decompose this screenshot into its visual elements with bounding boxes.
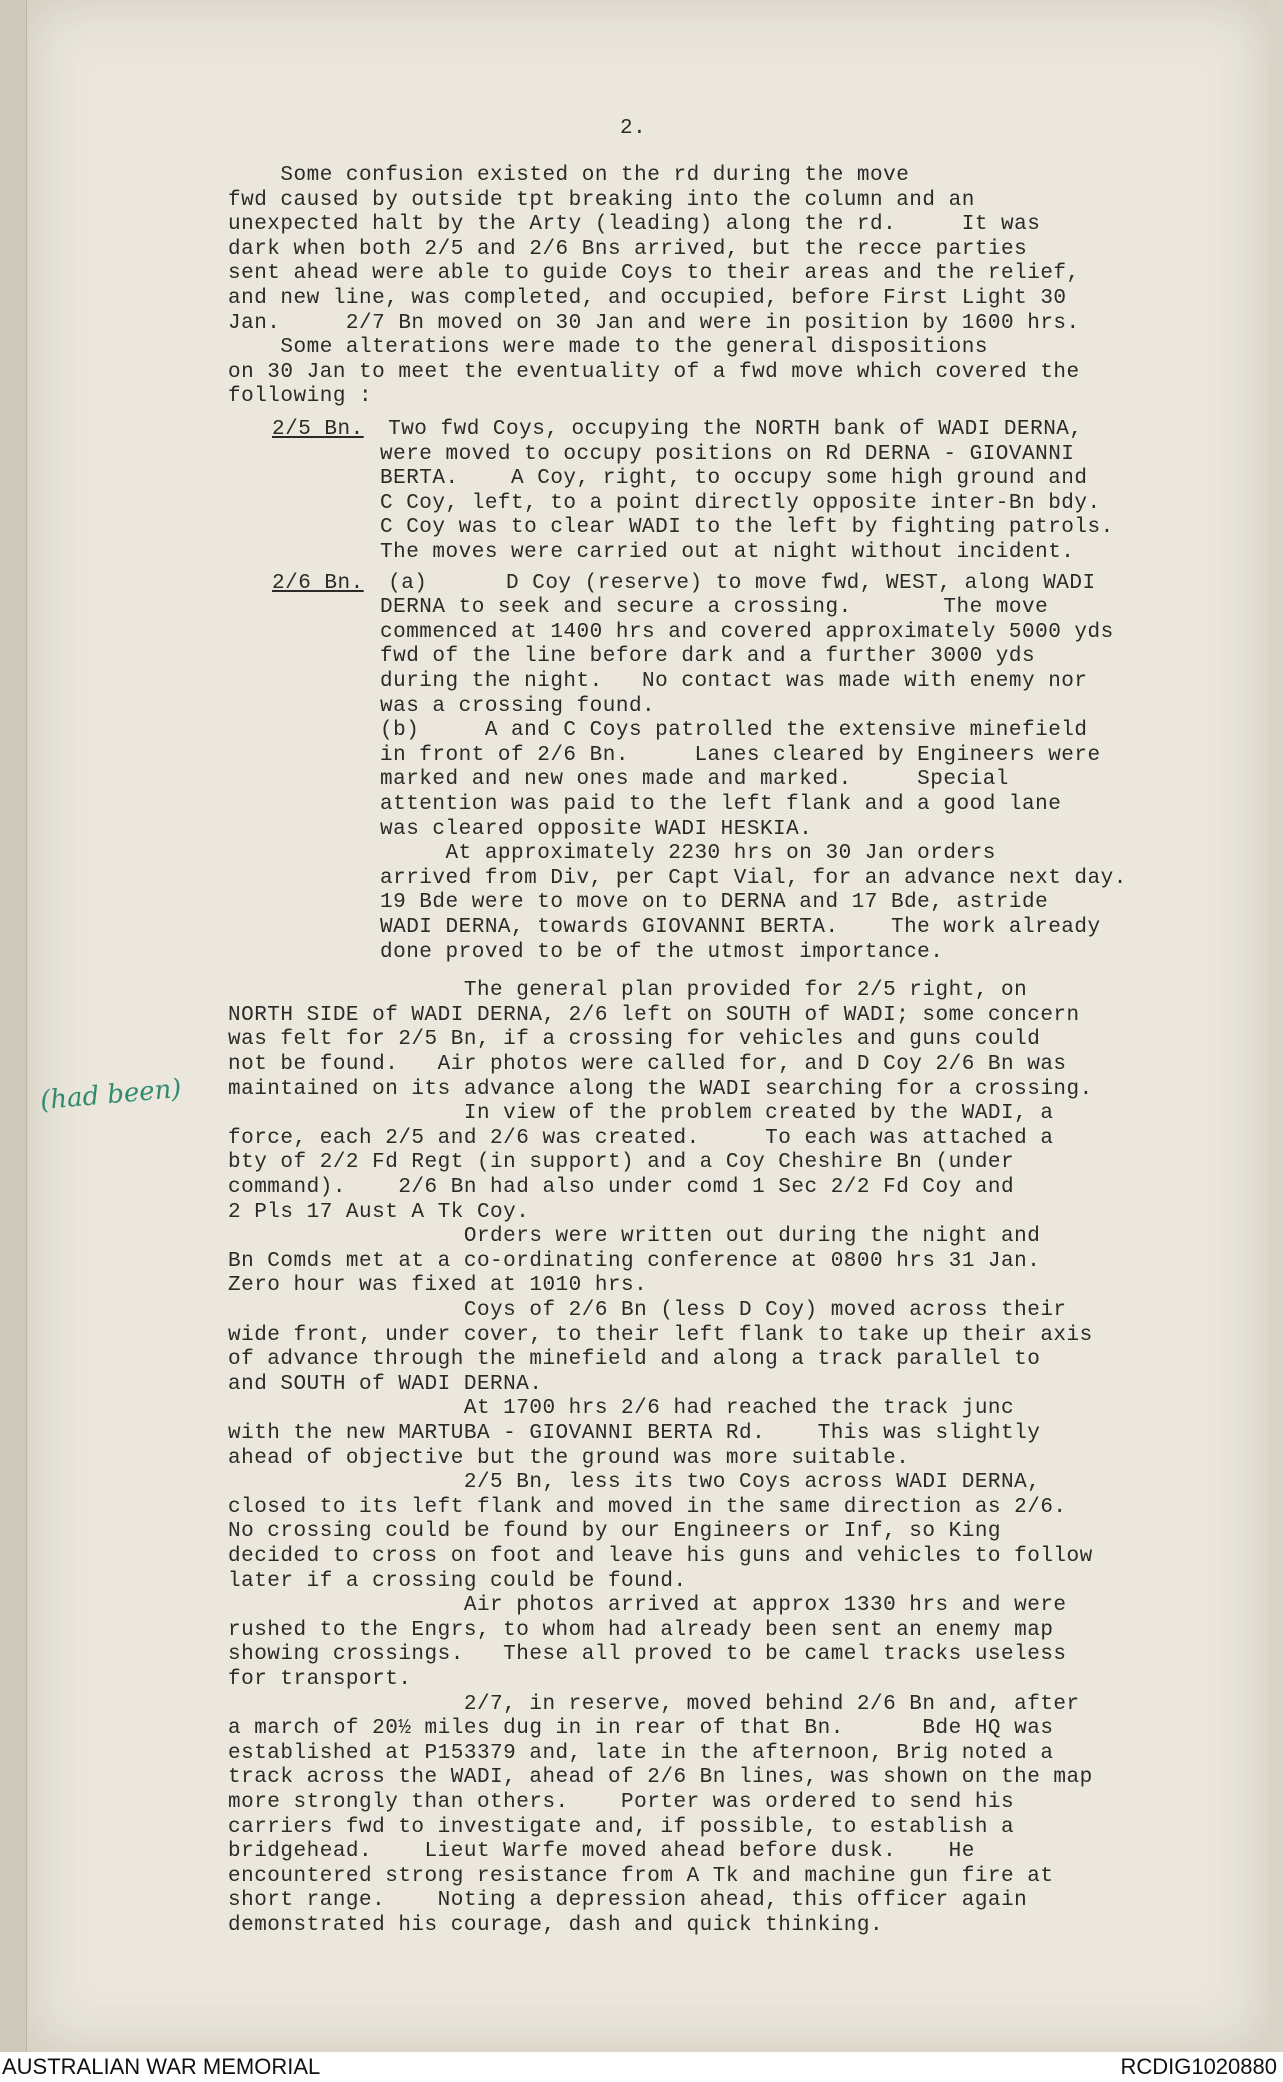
- text-line: with the new MARTUBA - GIOVANNI BERTA Rd. This was slightly: [228, 1422, 1041, 1445]
- text-line: (b) A and C Coys patrolled the extensive minefield: [380, 719, 1088, 743]
- text-line: Air photos arrived at approx 1330 hrs and were: [228, 1594, 1067, 1618]
- text-line: command). 2/6 Bn had also under comd 1 Sec 2/2 Fd Coy and: [228, 1176, 1015, 1199]
- archive-footer: [0, 2052, 1283, 2082]
- page-number: 2.: [620, 117, 647, 140]
- text-line: maintained on its advance along the WADI searching for a crossing.: [228, 1077, 1093, 1101]
- text-line: demonstrated his courage, dash and quick thinking.: [228, 1914, 884, 1937]
- text-line: closed to its left flank and moved in the same direction as 2/6.: [228, 1495, 1067, 1519]
- text-line: was a crossing found.: [380, 694, 656, 718]
- text-line: C Coy, left, to a point directly opposite inter-Bn bdy.: [380, 491, 1101, 515]
- text-line: 2/5 Bn, less its two Coys across WADI DERNA,: [228, 1471, 1041, 1495]
- text-line: fwd caused by outside tpt breaking into the column and an: [228, 188, 975, 212]
- text-line: (a) D Coy (reserve) to move fwd, WEST, along WADI: [375, 571, 1096, 595]
- text-line: arrived from Div, per Capt Vial, for an advance next day.: [380, 866, 1127, 890]
- handwritten-margin-note: (had been): [38, 1073, 183, 1117]
- archive-name: AUSTRALIAN WAR MEMORIAL: [2, 2054, 321, 2079]
- text-line: fwd of the line before dark and a further 3000 yds: [380, 645, 1036, 669]
- text-line: Some alterations were made to the general dispositions: [228, 336, 988, 360]
- text-line: of advance through the minefield and along a track parallel to: [228, 1348, 1041, 1372]
- text-line: Some confusion existed on the rd during the move: [228, 164, 910, 187]
- text-line: track across the WADI, ahead of 2/6 Bn lines, was shown on the map: [228, 1766, 1093, 1790]
- text-line: Jan. 2/7 Bn moved on 30 Jan and were in position by 1600 hrs.: [228, 311, 1080, 335]
- text-line: later if a crossing could be found.: [228, 1569, 687, 1593]
- text-line: short range. Noting a depression ahead, this officer again: [228, 1889, 1028, 1913]
- text-line: and new line, was completed, and occupied, before First Light 30: [228, 287, 1067, 310]
- text-line: during the night. No contact was made with enemy nor: [380, 670, 1088, 693]
- text-line: not be found. Air photos were called for, and D Coy 2/6 Bn was: [228, 1053, 1067, 1076]
- text-line: in front of 2/6 Bn. Lanes cleared by Engineers were: [380, 743, 1101, 767]
- text-line: done proved to be of the utmost importance.: [380, 940, 944, 964]
- text-line: 19 Bde were to move on to DERNA and 17 Bde, astride: [380, 891, 1049, 915]
- record-id: RCDIG1020880: [1120, 2054, 1277, 2079]
- text-line: and SOUTH of WADI DERNA.: [228, 1372, 543, 1396]
- text-line: for transport.: [228, 1668, 412, 1691]
- text-line: force, each 2/5 and 2/6 was created. To each was attached a: [228, 1126, 1054, 1150]
- text-line: DERNA to seek and secure a crossing. The move: [380, 596, 1049, 620]
- text-line: 2 Pls 17 Aust A Tk Coy.: [228, 1200, 530, 1224]
- text-line: encountered strong resistance from A Tk and machine gun fire at: [228, 1864, 1054, 1888]
- text-line: Coys of 2/6 Bn (less D Coy) moved across their: [228, 1299, 1067, 1322]
- text-line: was cleared opposite WADI HESKIA.: [380, 817, 813, 841]
- text-line: No crossing could be found by our Engineers or Inf, so King: [228, 1520, 1002, 1544]
- typewritten-page: [28, 0, 1268, 2052]
- text-line: Orders were written out during the night and: [228, 1225, 1041, 1249]
- text-line: Two fwd Coys, occupying the NORTH bank of WADI DERNA,: [375, 418, 1083, 441]
- text-line: dark when both 2/5 and 2/6 Bns arrived, but the recce parties: [228, 237, 1028, 261]
- text-line: on 30 Jan to meet the eventuality of a fwd move which covered the: [228, 360, 1080, 384]
- text-line: were moved to occupy positions on Rd DERNA - GIOVANNI: [380, 442, 1075, 466]
- text-line: unexpected halt by the Arty (leading) along the rd. It was: [228, 213, 1041, 237]
- text-line: wide front, under cover, to their left flank to take up their axis: [228, 1323, 1093, 1347]
- text-line: following :: [228, 385, 373, 409]
- text-line: Bn Comds met at a co-ordinating conference at 0800 hrs 31 Jan.: [228, 1249, 1041, 1273]
- text-line: At 1700 hrs 2/6 had reached the track junc: [228, 1397, 1015, 1421]
- text-line: attention was paid to the left flank and a good lane: [380, 793, 1062, 816]
- text-line: sent ahead were able to guide Coys to their areas and the relief,: [228, 262, 1080, 286]
- text-line: bridgehead. Lieut Warfe moved ahead before dusk. He: [228, 1840, 975, 1864]
- text-line: marked and new ones made and marked. Special: [380, 768, 1009, 792]
- text-line: In view of the problem created by the WADI, a: [228, 1102, 1054, 1126]
- text-line: BERTA. A Coy, right, to occupy some high ground and: [380, 467, 1088, 491]
- text-line: bty of 2/2 Fd Regt (in support) and a Coy Cheshire Bn (under: [228, 1151, 1015, 1175]
- text-line: C Coy was to clear WADI to the left by fighting patrols.: [380, 516, 1114, 540]
- text-line: was felt for 2/5 Bn, if a crossing for vehicles and guns could: [228, 1028, 1041, 1052]
- section-label: 2/5 Bn.: [272, 418, 364, 441]
- text-line: showing crossings. These all proved to be camel tracks useless: [228, 1643, 1067, 1667]
- section-label: 2/6 Bn.: [272, 571, 364, 595]
- text-line: established at P153379 and, late in the afternoon, Brig noted a: [228, 1741, 1054, 1765]
- text-line: commenced at 1400 hrs and covered approximately 5000 yds: [380, 620, 1114, 644]
- text-line: rushed to the Engrs, to whom had already been sent an enemy map: [228, 1618, 1054, 1642]
- text-line: a march of 20½ miles dug in in rear of that Bn. Bde HQ was: [228, 1717, 1054, 1741]
- text-line: The moves were carried out at night without incident.: [380, 541, 1075, 564]
- scan-edge: [0, 0, 27, 2052]
- text-line: WADI DERNA, towards GIOVANNI BERTA. The work already: [380, 916, 1101, 939]
- text-line: carriers fwd to investigate and, if possible, to establish a: [228, 1815, 1015, 1839]
- text-line: Zero hour was fixed at 1010 hrs.: [228, 1274, 648, 1298]
- text-line: The general plan provided for 2/5 right, on: [228, 979, 1028, 1003]
- text-line: decided to cross on foot and leave his guns and vehicles to follow: [228, 1545, 1093, 1568]
- text-line: 2/7, in reserve, moved behind 2/6 Bn and, after: [228, 1692, 1080, 1716]
- text-line: ahead of objective but the ground was more suitable.: [228, 1446, 910, 1470]
- text-line: NORTH SIDE of WADI DERNA, 2/6 left on SOUTH of WADI; some concern: [228, 1003, 1080, 1027]
- text-line: more strongly than others. Porter was ordered to send his: [228, 1791, 1015, 1814]
- text-line: At approximately 2230 hrs on 30 Jan orders: [380, 842, 996, 866]
